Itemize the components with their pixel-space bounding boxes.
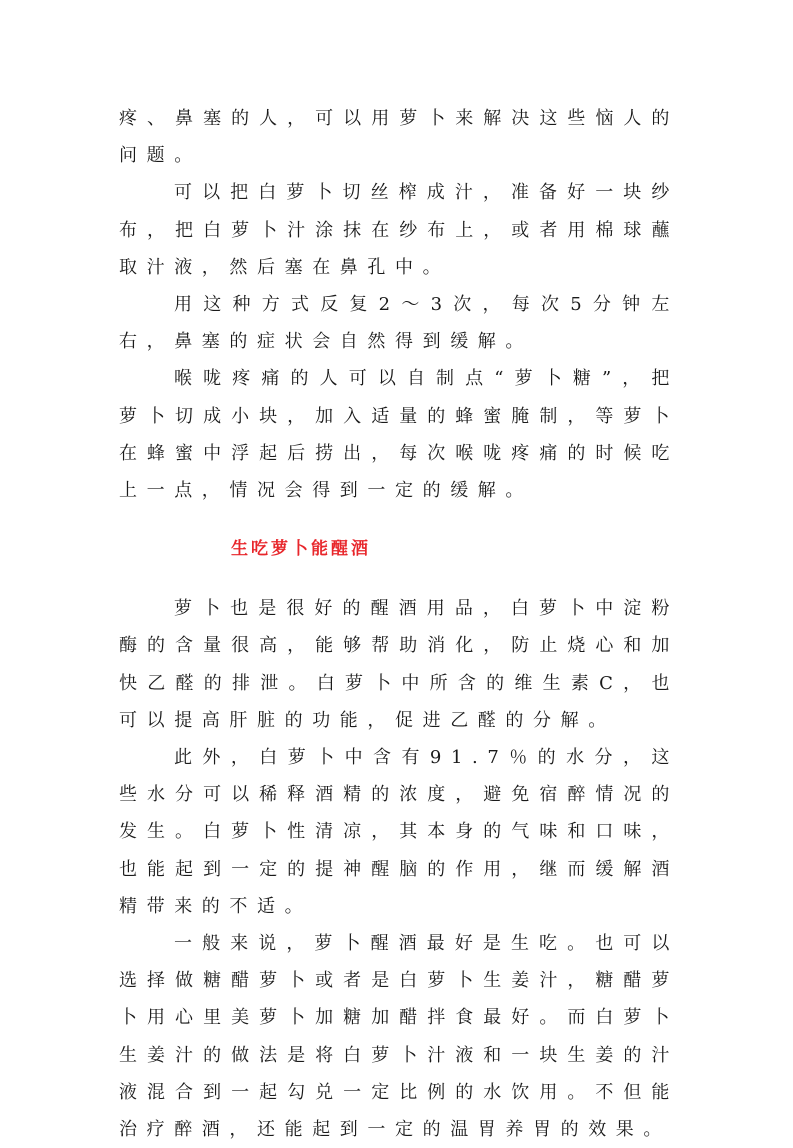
spacer — [119, 509, 679, 531]
paragraph-repeat-instructions: 用这种方式反复2～3次，每次5分钟左右，鼻塞的症状会自然得到缓解。 — [119, 294, 679, 353]
paragraph-nasal-intro: 疼、鼻塞的人，可以用萝卜来解决这些恼人的问题。 — [119, 108, 679, 167]
paragraph-water-content: 此外，白萝卜中含有91.7％的水分，这些水分可以稀释酒精的浓度，避免宿醉情况的发生。白萝卜性清凉，其本身的气味和口味，也能起到一定的提神醒脑的作用，继而缓解酒精带来的不适。 — [119, 747, 679, 917]
section-heading: 生吃萝卜能醒酒 — [231, 539, 371, 560]
paragraph-raw-eating-advice: 一般来说，萝卜醒酒最好是生吃。也可以选择做糖醋萝卜或者是白萝卜生姜汁，糖醋萝卜用心里美萝卜加糖加醋拌食最好。而白萝卜生姜汁的做法是将白萝卜汁液和一块生姜的汁液混合到一起勾兑一定比例的水饮用。不但能治疗醉酒，还能起到一定的温胃养胃的效果。 — [119, 933, 679, 1141]
paragraph-radish-candy: 喉咙疼痛的人可以自制点“萝卜糖”，把萝卜切成小块，加入适量的蜂蜜腌制，等萝卜在蜂蜜中浮起后捞出，每次喉咙疼痛的时候吃上一点，情况会得到一定的缓解。 — [119, 368, 679, 502]
paragraph-hangover-remedy: 萝卜也是很好的醒酒用品，白萝卜中淀粉酶的含量很高，能够帮助消化，防止烧心和加快乙醛的排泄。白萝卜中所含的维生素C，也可以提高肝脏的功能，促进乙醛的分解。 — [119, 598, 679, 731]
spacer — [119, 568, 679, 590]
document-page — [119, 100, 679, 1148]
paragraph-radish-juice-method: 可以把白萝卜切丝榨成汁，准备好一块纱布，把白萝卜汁涂抹在纱布上，或者用棉球蘸取汁液，然后塞在鼻孔中。 — [119, 182, 679, 278]
